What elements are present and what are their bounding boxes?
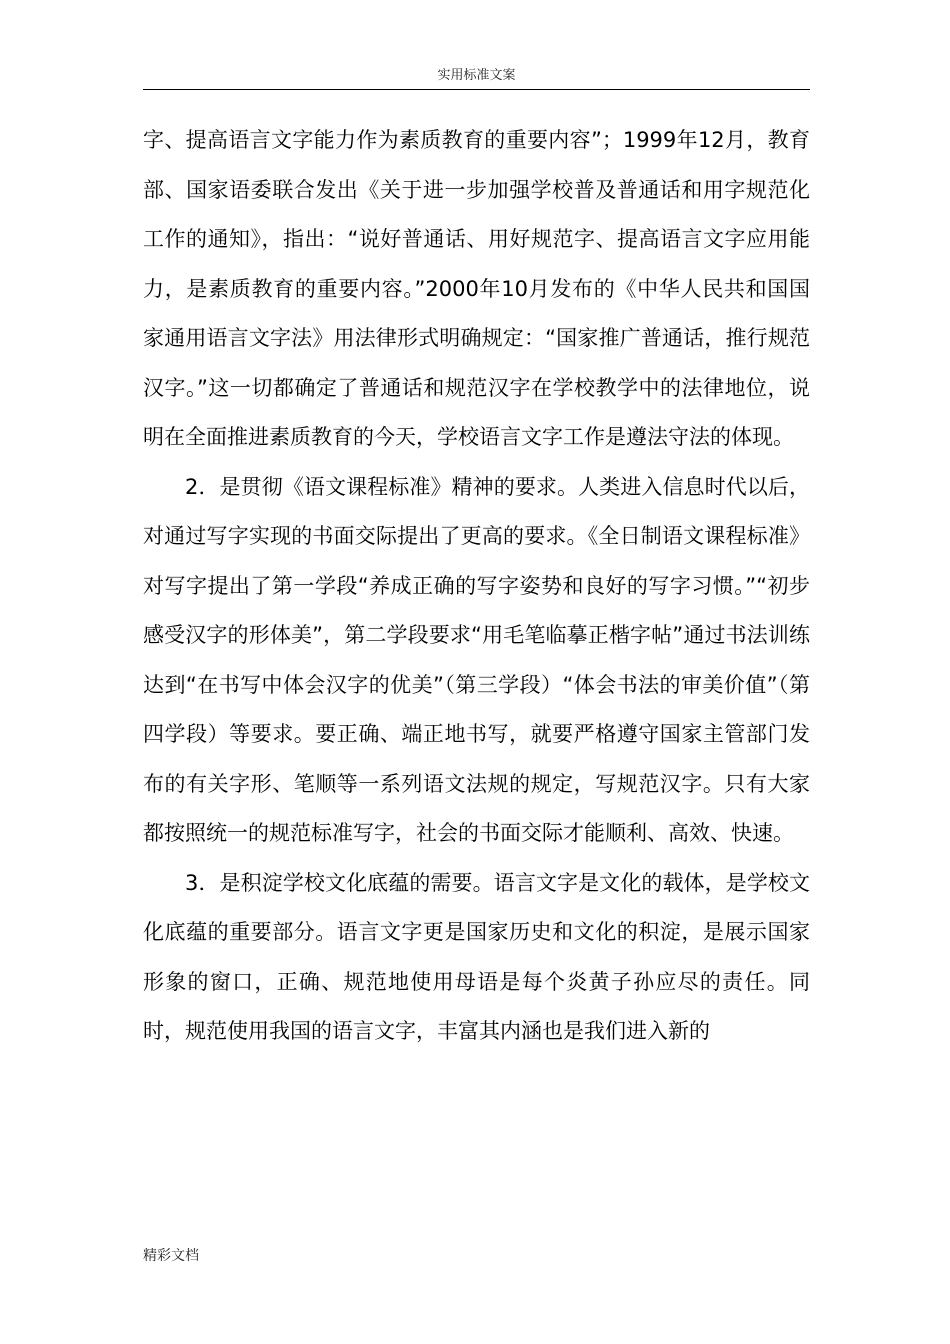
document-body (143, 116, 810, 1057)
header-divider (143, 89, 810, 90)
page-footer: 精彩文档 (143, 1248, 199, 1264)
paragraph-point-3: 3．是积淀学校文化底蕴的需要。语言文字是文化的载体，是学校文化底蕴的重要部分。语言文字更是国家历史和文化的积淀，是展示国家形象的窗口，正确、规范地使用母语是每个炎黄子孙应尽的责任。同时，规范使用我国的语言文字，丰富其内涵也是我们进入新的 (143, 870, 810, 1043)
page-header: 实用标准文案 (437, 68, 516, 83)
paragraph-continuation: 字、提高语言文字能力作为素质教育的重要内容”；1999年12月，教育部、国家语委联合发出《关于进一步加强学校普及普通话和用字规范化工作的通知》，指出：“说好普通话、用好规范字、提高语言文字应用能力，是素质教育的重要内容。”2000年10月发布的《中华人民共和国国家通用语言文字法》用法律形式明确规定：“国家推广普通话，推行规范汉字。”这一切都确定了普通话和规范汉字在学校教学中的法律地位，说明在全面推进素质教育的今天，学校语言文字工作是遵法守法的体现。 (143, 128, 810, 449)
paragraph-point-2: 2．是贯彻《语文课程标准》精神的要求。人类进入信息时代以后，对通过写字实现的书面交际提出了更高的要求。《全日制语文课程标准》对写字提出了第一学段“养成正确的写字姿势和良好的写字习惯。”“初步感受汉字的形体美”，第二学段要求“用毛笔临摹正楷字帖”通过书法训练达到“在书写中体会汉字的优美”（第三学段）“体会书法的审美价值”（第四学段）等要求。要正确、端正地书写，就要严格遵守国家主管部门发布的有关字形、笔顺等一系列语文法规的规定，写规范汉字。只有大家都按照统一的规范标准写字，社会的书面交际才能顺利、高效、快速。 (143, 474, 810, 845)
